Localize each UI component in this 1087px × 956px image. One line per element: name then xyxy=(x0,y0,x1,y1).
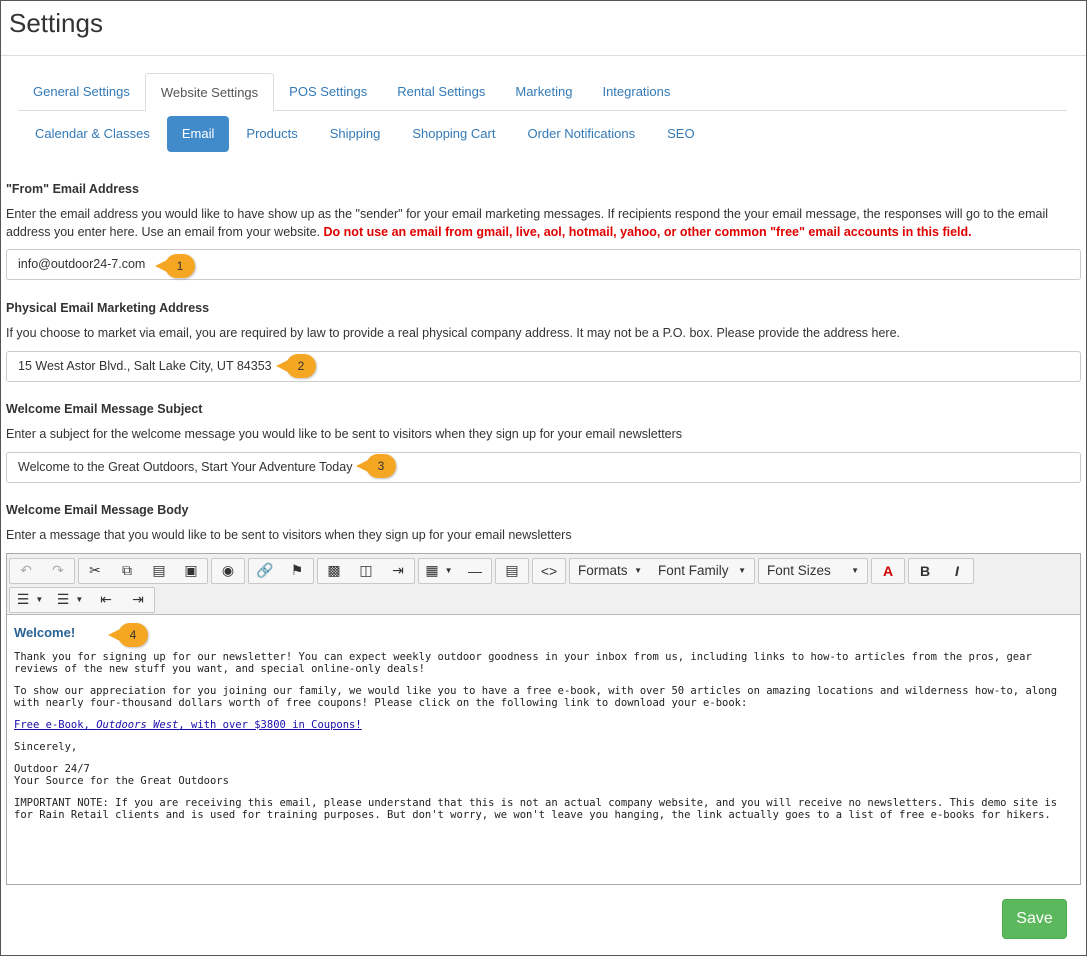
editor-content[interactable] xyxy=(7,615,1080,839)
email-important-note: IMPORTANT NOTE: If you are receiving this email, please understand that this is not an actual company website, and you will receive no newsletters. This demo site is for Rain Retail clients and is used for training purposes. But don't worry, we won't leave you hanging, the link actually goes to a list of free e-books for hikers. xyxy=(14,797,1058,821)
from-email-help xyxy=(6,205,1066,241)
from-email-help-text: Enter the email address you would like to have show up as the "sender" for your email marketing messages. If recipients respond the your email message, the responses will go to the email address you enter here. Use an email from your website. xyxy=(6,207,1049,239)
ebook-link[interactable]: Free e-Book, Outdoors West, with over $3800 in Coupons! xyxy=(14,719,362,731)
cut-icon[interactable]: ✂ xyxy=(89,562,101,578)
from-email-label: "From" Email Address xyxy=(6,182,139,196)
horizontal-rule-icon[interactable]: — xyxy=(468,562,482,579)
italic-icon[interactable]: I xyxy=(955,562,959,579)
email-paragraph-1: Thank you for signing up for our newsletter! You can expect weekly outdoor goodness in your inbox from us, including links to how-to articles from the pros, gear reviews of the new stuff you want, and special online-only deals! xyxy=(14,651,1032,675)
numbered-list-icon[interactable]: ☰ ▼ xyxy=(56,591,84,607)
email-heading: Welcome! xyxy=(14,625,76,640)
subtab-order-notifications[interactable]: Order Notifications xyxy=(527,126,636,141)
callout-2: 2 xyxy=(276,354,316,378)
main-tabs xyxy=(18,73,1067,111)
subtab-calendar-classes[interactable]: Calendar & Classes xyxy=(35,126,150,141)
welcome-subject-label: Welcome Email Message Subject xyxy=(6,402,203,416)
link-icon[interactable]: 🔗 xyxy=(256,562,274,578)
source-code-icon[interactable]: <> xyxy=(540,562,558,579)
physical-address-input[interactable]: 15 West Astor Blvd., Salt Lake City, UT 84353 xyxy=(6,351,1081,382)
bold-icon[interactable]: B xyxy=(919,562,931,579)
copy-icon[interactable]: ⧉ xyxy=(122,562,132,578)
from-email-warning: Do not use an email from gmail, live, aol, hotmail, yahoo, or other common "free" email accounts in this field. xyxy=(323,225,972,239)
bullet-list-icon[interactable]: ☰ ▼ xyxy=(16,591,44,607)
subtab-shopping-cart[interactable]: Shopping Cart xyxy=(412,126,496,141)
email-signature-line-2: Your Source for the Great Outdoors xyxy=(14,775,229,787)
welcome-subject-help: Enter a subject for the welcome message you would like to be sent to visitors when they sign up for your email newsletters xyxy=(6,427,683,441)
callout-3: 3 xyxy=(356,454,396,478)
tab-pos-settings[interactable]: POS Settings xyxy=(289,84,368,99)
physical-address-help: If you choose to market via email, you are required by law to provide a real physical company address. It may not be a P.O. box. Please provide the address here. xyxy=(6,326,900,340)
tab-general-settings[interactable]: General Settings xyxy=(33,84,130,99)
paste-icon[interactable]: ▤ xyxy=(152,562,166,578)
email-signature-line-1: Outdoor 24/7 xyxy=(14,763,90,775)
tab-integrations[interactable]: Integrations xyxy=(602,84,671,99)
formats-dropdown[interactable]: Formats ▼ xyxy=(578,562,642,578)
page-break-icon[interactable]: ▤ xyxy=(505,562,519,578)
undo-icon[interactable]: ↶ xyxy=(20,562,32,578)
sub-tabs xyxy=(20,116,712,152)
rich-text-editor xyxy=(6,553,1081,885)
callout-1: 1 xyxy=(155,254,195,278)
callout-4: 4 xyxy=(108,623,148,647)
indent-icon[interactable]: ⇥ xyxy=(132,591,144,607)
find-replace-icon[interactable]: ◉ xyxy=(221,562,235,578)
title-divider xyxy=(1,55,1086,56)
table-icon[interactable]: ▦ ▼ xyxy=(425,562,453,578)
email-paragraph-2: To show our appreciation for you joining our family, we would like you to have a free e-book, with over 50 articles on amazing locations and wilderness how-to, along with nearly four-thousand dollars worth of free coupons! Please click on the following link to download your e-book: xyxy=(14,685,1058,709)
tab-website-settings[interactable]: Website Settings xyxy=(145,73,274,112)
subtab-products[interactable]: Products xyxy=(246,126,298,141)
subtab-email[interactable]: Email xyxy=(167,116,230,152)
bookmark-icon[interactable]: ⚑ xyxy=(290,562,304,578)
subtab-seo[interactable]: SEO xyxy=(667,126,695,141)
media-icon[interactable]: ◫ xyxy=(359,562,373,578)
font-sizes-dropdown[interactable]: Font Sizes ▼ xyxy=(767,562,859,578)
redo-icon[interactable]: ↷ xyxy=(52,562,64,578)
email-sincerely: Sincerely, xyxy=(14,741,78,753)
page-title: Settings xyxy=(9,8,103,38)
welcome-body-help: Enter a message that you would like to be sent to visitors when they sign up for your email newsletters xyxy=(6,528,572,542)
indent-media-icon[interactable]: ⇥ xyxy=(392,562,404,578)
from-email-input[interactable]: info@outdoor24-7.com xyxy=(6,249,1081,280)
text-color-icon[interactable]: A xyxy=(882,562,894,579)
formats-font-group xyxy=(569,558,755,584)
physical-address-label: Physical Email Marketing Address xyxy=(6,301,210,315)
tab-marketing[interactable]: Marketing xyxy=(515,84,573,99)
save-button[interactable]: Save xyxy=(1002,899,1067,939)
paste-text-icon[interactable]: ▣ xyxy=(184,562,198,578)
outdent-icon[interactable]: ⇤ xyxy=(100,591,112,607)
subtab-shipping[interactable]: Shipping xyxy=(329,126,381,141)
tab-rental-settings[interactable]: Rental Settings xyxy=(397,84,486,99)
welcome-body-label: Welcome Email Message Body xyxy=(6,503,189,517)
image-icon[interactable]: ▩ xyxy=(327,562,341,578)
font-family-dropdown[interactable]: Font Family ▼ xyxy=(658,562,746,578)
editor-toolbar xyxy=(7,554,1080,615)
welcome-subject-input[interactable]: Welcome to the Great Outdoors, Start Your Adventure Today xyxy=(6,452,1081,483)
